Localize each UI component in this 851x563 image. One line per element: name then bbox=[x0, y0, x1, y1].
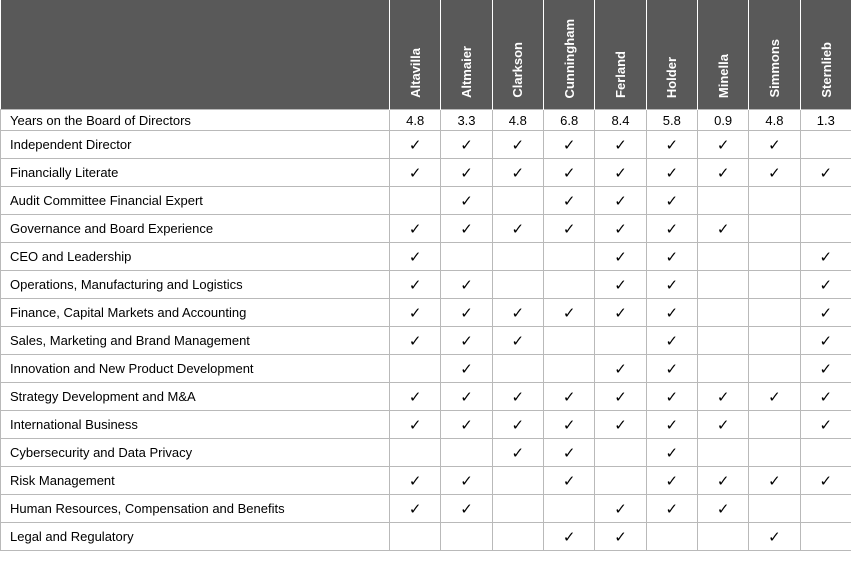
matrix-cell bbox=[800, 159, 851, 187]
checkmark-icon: ✓ bbox=[562, 527, 576, 546]
row-label: Innovation and New Product Development bbox=[1, 355, 390, 383]
table-row bbox=[1, 383, 851, 411]
checkmark-icon: ✓ bbox=[408, 415, 422, 434]
matrix-cell bbox=[749, 355, 800, 383]
tenure-value: 4.8 bbox=[749, 110, 800, 131]
matrix-cell bbox=[543, 299, 594, 327]
tenure-value: 4.8 bbox=[492, 110, 543, 131]
row-label: Independent Director bbox=[1, 131, 390, 159]
checkmark-icon: ✓ bbox=[716, 387, 730, 406]
table-row bbox=[1, 110, 851, 131]
checkmark-icon: ✓ bbox=[716, 219, 730, 238]
matrix-cell bbox=[800, 215, 851, 243]
matrix-cell bbox=[390, 439, 441, 467]
matrix-cell bbox=[749, 271, 800, 299]
matrix-cell bbox=[543, 271, 594, 299]
table-row bbox=[1, 523, 851, 551]
checkmark-icon: ✓ bbox=[460, 163, 473, 182]
matrix-cell bbox=[543, 215, 594, 243]
matrix-cell bbox=[646, 523, 697, 551]
checkmark-icon: ✓ bbox=[665, 415, 679, 434]
table-row bbox=[1, 131, 851, 159]
matrix-cell bbox=[441, 131, 492, 159]
table-row bbox=[1, 495, 851, 523]
checkmark-icon: ✓ bbox=[665, 135, 679, 154]
checkmark-icon: ✓ bbox=[614, 135, 627, 154]
checkmark-icon: ✓ bbox=[562, 135, 576, 154]
tenure-value: 8.4 bbox=[595, 110, 646, 131]
checkmark-icon: ✓ bbox=[665, 499, 679, 518]
checkmark-icon: ✓ bbox=[614, 219, 627, 238]
checkmark-icon: ✓ bbox=[819, 415, 833, 434]
matrix-cell bbox=[390, 467, 441, 495]
row-label: Audit Committee Financial Expert bbox=[1, 187, 390, 215]
matrix-cell bbox=[800, 383, 851, 411]
matrix-cell bbox=[749, 159, 800, 187]
director-name: Minella bbox=[715, 53, 731, 98]
matrix-cell bbox=[595, 327, 646, 355]
matrix-cell bbox=[697, 243, 748, 271]
row-label: Risk Management bbox=[1, 467, 390, 495]
matrix-cell bbox=[390, 131, 441, 159]
checkmark-icon: ✓ bbox=[408, 135, 422, 154]
checkmark-icon: ✓ bbox=[716, 471, 730, 490]
matrix-cell bbox=[800, 411, 851, 439]
checkmark-icon: ✓ bbox=[408, 331, 422, 350]
director-name: Sternlieb bbox=[818, 42, 834, 98]
checkmark-icon: ✓ bbox=[614, 247, 627, 266]
matrix-cell bbox=[749, 523, 800, 551]
matrix-cell bbox=[800, 467, 851, 495]
matrix-cell bbox=[441, 411, 492, 439]
tenure-value: 3.3 bbox=[441, 110, 492, 131]
matrix-cell bbox=[646, 299, 697, 327]
checkmark-icon: ✓ bbox=[716, 499, 730, 518]
matrix-cell bbox=[697, 299, 748, 327]
table-row bbox=[1, 355, 851, 383]
matrix-cell bbox=[441, 159, 492, 187]
tenure-value: 6.8 bbox=[543, 110, 594, 131]
matrix-cell bbox=[646, 439, 697, 467]
matrix-cell bbox=[749, 467, 800, 495]
matrix-cell bbox=[390, 523, 441, 551]
matrix-cell bbox=[543, 411, 594, 439]
matrix-cell bbox=[595, 131, 646, 159]
matrix-cell bbox=[543, 523, 594, 551]
matrix-cell bbox=[749, 215, 800, 243]
checkmark-icon: ✓ bbox=[460, 219, 473, 238]
table-row bbox=[1, 439, 851, 467]
checkmark-icon: ✓ bbox=[768, 387, 781, 406]
checkmark-icon: ✓ bbox=[665, 303, 679, 322]
checkmark-icon: ✓ bbox=[460, 471, 473, 490]
matrix-cell bbox=[543, 439, 594, 467]
row-label: Financially Literate bbox=[1, 159, 390, 187]
matrix-cell bbox=[441, 243, 492, 271]
matrix-cell bbox=[492, 411, 543, 439]
table-row bbox=[1, 187, 851, 215]
checkmark-icon: ✓ bbox=[819, 359, 833, 378]
matrix-cell bbox=[697, 215, 748, 243]
director-header bbox=[697, 0, 748, 110]
header-row bbox=[1, 0, 851, 110]
matrix-cell bbox=[595, 411, 646, 439]
checkmark-icon: ✓ bbox=[562, 387, 576, 406]
checkmark-icon: ✓ bbox=[665, 191, 679, 210]
checkmark-icon: ✓ bbox=[716, 415, 730, 434]
matrix-cell bbox=[595, 159, 646, 187]
director-header bbox=[749, 0, 800, 110]
checkmark-icon: ✓ bbox=[511, 387, 525, 406]
matrix-cell bbox=[543, 131, 594, 159]
matrix-cell bbox=[390, 159, 441, 187]
checkmark-icon: ✓ bbox=[511, 331, 525, 350]
checkmark-icon: ✓ bbox=[665, 359, 679, 378]
checkmark-icon: ✓ bbox=[511, 135, 525, 154]
director-header bbox=[646, 0, 697, 110]
checkmark-icon: ✓ bbox=[460, 275, 473, 294]
matrix-cell bbox=[390, 299, 441, 327]
matrix-cell bbox=[749, 495, 800, 523]
checkmark-icon: ✓ bbox=[562, 191, 576, 210]
table-row bbox=[1, 299, 851, 327]
matrix-cell bbox=[800, 327, 851, 355]
checkmark-icon: ✓ bbox=[460, 499, 473, 518]
matrix-cell bbox=[441, 327, 492, 355]
matrix-cell bbox=[697, 327, 748, 355]
checkmark-icon: ✓ bbox=[716, 135, 730, 154]
checkmark-icon: ✓ bbox=[819, 471, 833, 490]
matrix-cell bbox=[800, 299, 851, 327]
checkmark-icon: ✓ bbox=[614, 415, 627, 434]
checkmark-icon: ✓ bbox=[614, 499, 627, 518]
matrix-cell bbox=[697, 187, 748, 215]
matrix-body bbox=[1, 110, 851, 551]
checkmark-icon: ✓ bbox=[460, 303, 473, 322]
matrix-cell bbox=[492, 131, 543, 159]
matrix-cell bbox=[543, 243, 594, 271]
matrix-cell bbox=[749, 411, 800, 439]
matrix-cell bbox=[646, 215, 697, 243]
matrix-cell bbox=[390, 495, 441, 523]
matrix-cell bbox=[595, 243, 646, 271]
checkmark-icon: ✓ bbox=[819, 303, 833, 322]
table-row bbox=[1, 243, 851, 271]
checkmark-icon: ✓ bbox=[665, 247, 679, 266]
matrix-cell bbox=[390, 383, 441, 411]
matrix-cell bbox=[646, 271, 697, 299]
checkmark-icon: ✓ bbox=[768, 135, 781, 154]
row-label: International Business bbox=[1, 411, 390, 439]
matrix-cell bbox=[441, 271, 492, 299]
matrix-cell bbox=[646, 327, 697, 355]
matrix-cell bbox=[697, 523, 748, 551]
matrix-cell bbox=[697, 439, 748, 467]
matrix-cell bbox=[543, 159, 594, 187]
matrix-cell bbox=[749, 439, 800, 467]
checkmark-icon: ✓ bbox=[460, 359, 473, 378]
matrix-cell bbox=[595, 523, 646, 551]
matrix-cell bbox=[697, 159, 748, 187]
matrix-cell bbox=[800, 131, 851, 159]
director-header bbox=[543, 0, 594, 110]
checkmark-icon: ✓ bbox=[614, 191, 627, 210]
matrix-cell bbox=[543, 187, 594, 215]
director-header bbox=[595, 0, 646, 110]
checkmark-icon: ✓ bbox=[614, 359, 627, 378]
matrix-cell bbox=[749, 299, 800, 327]
checkmark-icon: ✓ bbox=[614, 527, 627, 546]
table-row bbox=[1, 215, 851, 243]
matrix-cell bbox=[697, 495, 748, 523]
checkmark-icon: ✓ bbox=[562, 471, 576, 490]
matrix-cell bbox=[595, 187, 646, 215]
checkmark-icon: ✓ bbox=[562, 303, 576, 322]
matrix-cell bbox=[800, 439, 851, 467]
checkmark-icon: ✓ bbox=[614, 303, 627, 322]
checkmark-icon: ✓ bbox=[511, 163, 525, 182]
matrix-cell bbox=[492, 187, 543, 215]
matrix-cell bbox=[595, 439, 646, 467]
director-header bbox=[800, 0, 851, 110]
matrix-cell bbox=[543, 467, 594, 495]
matrix-cell bbox=[390, 355, 441, 383]
matrix-cell bbox=[441, 299, 492, 327]
matrix-cell bbox=[595, 355, 646, 383]
matrix-cell bbox=[595, 271, 646, 299]
checkmark-icon: ✓ bbox=[511, 443, 525, 462]
checkmark-icon: ✓ bbox=[665, 331, 679, 350]
matrix-cell bbox=[697, 467, 748, 495]
row-label: Operations, Manufacturing and Logistics bbox=[1, 271, 390, 299]
row-label: Governance and Board Experience bbox=[1, 215, 390, 243]
matrix-cell bbox=[646, 243, 697, 271]
checkmark-icon: ✓ bbox=[665, 387, 679, 406]
director-name: Ferland bbox=[612, 51, 628, 98]
matrix-cell bbox=[646, 495, 697, 523]
matrix-cell bbox=[390, 271, 441, 299]
checkmark-icon: ✓ bbox=[614, 163, 627, 182]
matrix-cell bbox=[749, 187, 800, 215]
checkmark-icon: ✓ bbox=[665, 219, 679, 238]
tenure-value: 0.9 bbox=[697, 110, 748, 131]
checkmark-icon: ✓ bbox=[408, 247, 422, 266]
checkmark-icon: ✓ bbox=[562, 163, 576, 182]
matrix-cell bbox=[646, 383, 697, 411]
director-name: Cunningham bbox=[561, 18, 577, 98]
matrix-cell bbox=[697, 271, 748, 299]
matrix-cell bbox=[441, 523, 492, 551]
matrix-cell bbox=[749, 383, 800, 411]
matrix-cell bbox=[595, 383, 646, 411]
checkmark-icon: ✓ bbox=[408, 219, 422, 238]
matrix-cell bbox=[441, 187, 492, 215]
matrix-cell bbox=[441, 383, 492, 411]
checkmark-icon: ✓ bbox=[408, 471, 422, 490]
matrix-cell bbox=[492, 383, 543, 411]
matrix-cell bbox=[800, 355, 851, 383]
matrix-cell bbox=[441, 215, 492, 243]
matrix-cell bbox=[543, 355, 594, 383]
row-label: Years on the Board of Directors bbox=[1, 110, 390, 131]
matrix-cell bbox=[390, 187, 441, 215]
table-row bbox=[1, 467, 851, 495]
director-header bbox=[441, 0, 492, 110]
matrix-cell bbox=[390, 243, 441, 271]
matrix-cell bbox=[800, 523, 851, 551]
matrix-cell bbox=[543, 383, 594, 411]
checkmark-icon: ✓ bbox=[562, 443, 576, 462]
matrix-cell bbox=[441, 495, 492, 523]
checkmark-icon: ✓ bbox=[614, 275, 627, 294]
row-label: Cybersecurity and Data Privacy bbox=[1, 439, 390, 467]
matrix-cell bbox=[390, 327, 441, 355]
checkmark-icon: ✓ bbox=[665, 275, 679, 294]
director-name: Simmons bbox=[766, 39, 782, 98]
matrix-cell bbox=[492, 523, 543, 551]
checkmark-icon: ✓ bbox=[460, 415, 473, 434]
checkmark-icon: ✓ bbox=[408, 499, 422, 518]
tenure-value: 1.3 bbox=[800, 110, 851, 131]
checkmark-icon: ✓ bbox=[408, 275, 422, 294]
matrix-cell bbox=[646, 467, 697, 495]
matrix-cell bbox=[646, 411, 697, 439]
matrix-cell bbox=[543, 327, 594, 355]
row-label: Legal and Regulatory bbox=[1, 523, 390, 551]
matrix-cell bbox=[646, 355, 697, 383]
matrix-cell bbox=[749, 243, 800, 271]
director-name: Altmaier bbox=[458, 45, 474, 98]
matrix-cell bbox=[646, 159, 697, 187]
matrix-cell bbox=[800, 495, 851, 523]
checkmark-icon: ✓ bbox=[408, 303, 422, 322]
checkmark-icon: ✓ bbox=[511, 303, 525, 322]
matrix-cell bbox=[492, 243, 543, 271]
matrix-cell bbox=[441, 439, 492, 467]
checkmark-icon: ✓ bbox=[665, 163, 679, 182]
checkmark-icon: ✓ bbox=[460, 387, 473, 406]
checkmark-icon: ✓ bbox=[768, 163, 781, 182]
matrix-cell bbox=[800, 271, 851, 299]
checkmark-icon: ✓ bbox=[511, 415, 525, 434]
tenure-value: 4.8 bbox=[390, 110, 441, 131]
matrix-cell bbox=[390, 215, 441, 243]
checkmark-icon: ✓ bbox=[819, 387, 833, 406]
checkmark-icon: ✓ bbox=[819, 331, 833, 350]
matrix-cell bbox=[492, 467, 543, 495]
row-label: Finance, Capital Markets and Accounting bbox=[1, 299, 390, 327]
matrix-cell bbox=[595, 495, 646, 523]
checkmark-icon: ✓ bbox=[768, 527, 781, 546]
director-name: Holder bbox=[664, 56, 680, 98]
row-label: CEO and Leadership bbox=[1, 243, 390, 271]
matrix-cell bbox=[492, 355, 543, 383]
matrix-cell bbox=[595, 467, 646, 495]
matrix-cell bbox=[492, 439, 543, 467]
table-row bbox=[1, 411, 851, 439]
checkmark-icon: ✓ bbox=[819, 247, 833, 266]
matrix-cell bbox=[749, 327, 800, 355]
checkmark-icon: ✓ bbox=[562, 219, 576, 238]
matrix-cell bbox=[749, 131, 800, 159]
matrix-cell bbox=[595, 299, 646, 327]
row-label: Sales, Marketing and Brand Management bbox=[1, 327, 390, 355]
table-row bbox=[1, 159, 851, 187]
checkmark-icon: ✓ bbox=[460, 331, 473, 350]
row-label: Strategy Development and M&A bbox=[1, 383, 390, 411]
table-row bbox=[1, 327, 851, 355]
director-name: Clarkson bbox=[510, 42, 526, 98]
matrix-cell bbox=[390, 411, 441, 439]
checkmark-icon: ✓ bbox=[511, 219, 525, 238]
matrix-cell bbox=[492, 299, 543, 327]
checkmark-icon: ✓ bbox=[408, 387, 422, 406]
checkmark-icon: ✓ bbox=[665, 443, 679, 462]
checkmark-icon: ✓ bbox=[614, 387, 627, 406]
matrix-cell bbox=[492, 215, 543, 243]
director-header bbox=[492, 0, 543, 110]
matrix-cell bbox=[646, 187, 697, 215]
matrix-cell bbox=[697, 355, 748, 383]
matrix-cell bbox=[800, 243, 851, 271]
row-label: Human Resources, Compensation and Benefits bbox=[1, 495, 390, 523]
matrix-cell bbox=[492, 159, 543, 187]
checkmark-icon: ✓ bbox=[768, 471, 781, 490]
matrix-cell bbox=[646, 131, 697, 159]
checkmark-icon: ✓ bbox=[716, 163, 730, 182]
checkmark-icon: ✓ bbox=[819, 275, 833, 294]
checkmark-icon: ✓ bbox=[562, 415, 576, 434]
matrix-cell bbox=[595, 215, 646, 243]
matrix-cell bbox=[697, 411, 748, 439]
matrix-cell bbox=[697, 131, 748, 159]
matrix-cell bbox=[492, 495, 543, 523]
checkmark-icon: ✓ bbox=[460, 191, 473, 210]
table-row bbox=[1, 271, 851, 299]
matrix-cell bbox=[492, 327, 543, 355]
matrix-cell bbox=[800, 187, 851, 215]
checkmark-icon: ✓ bbox=[460, 135, 473, 154]
checkmark-icon: ✓ bbox=[408, 163, 422, 182]
checkmark-icon: ✓ bbox=[819, 163, 833, 182]
tenure-value: 5.8 bbox=[646, 110, 697, 131]
matrix-cell bbox=[492, 271, 543, 299]
header-corner bbox=[1, 0, 390, 110]
director-header bbox=[390, 0, 441, 110]
matrix-cell bbox=[543, 495, 594, 523]
checkmark-icon: ✓ bbox=[665, 471, 679, 490]
matrix-cell bbox=[697, 383, 748, 411]
director-name: Altavilla bbox=[407, 48, 423, 98]
matrix-cell bbox=[441, 355, 492, 383]
matrix-cell bbox=[441, 467, 492, 495]
